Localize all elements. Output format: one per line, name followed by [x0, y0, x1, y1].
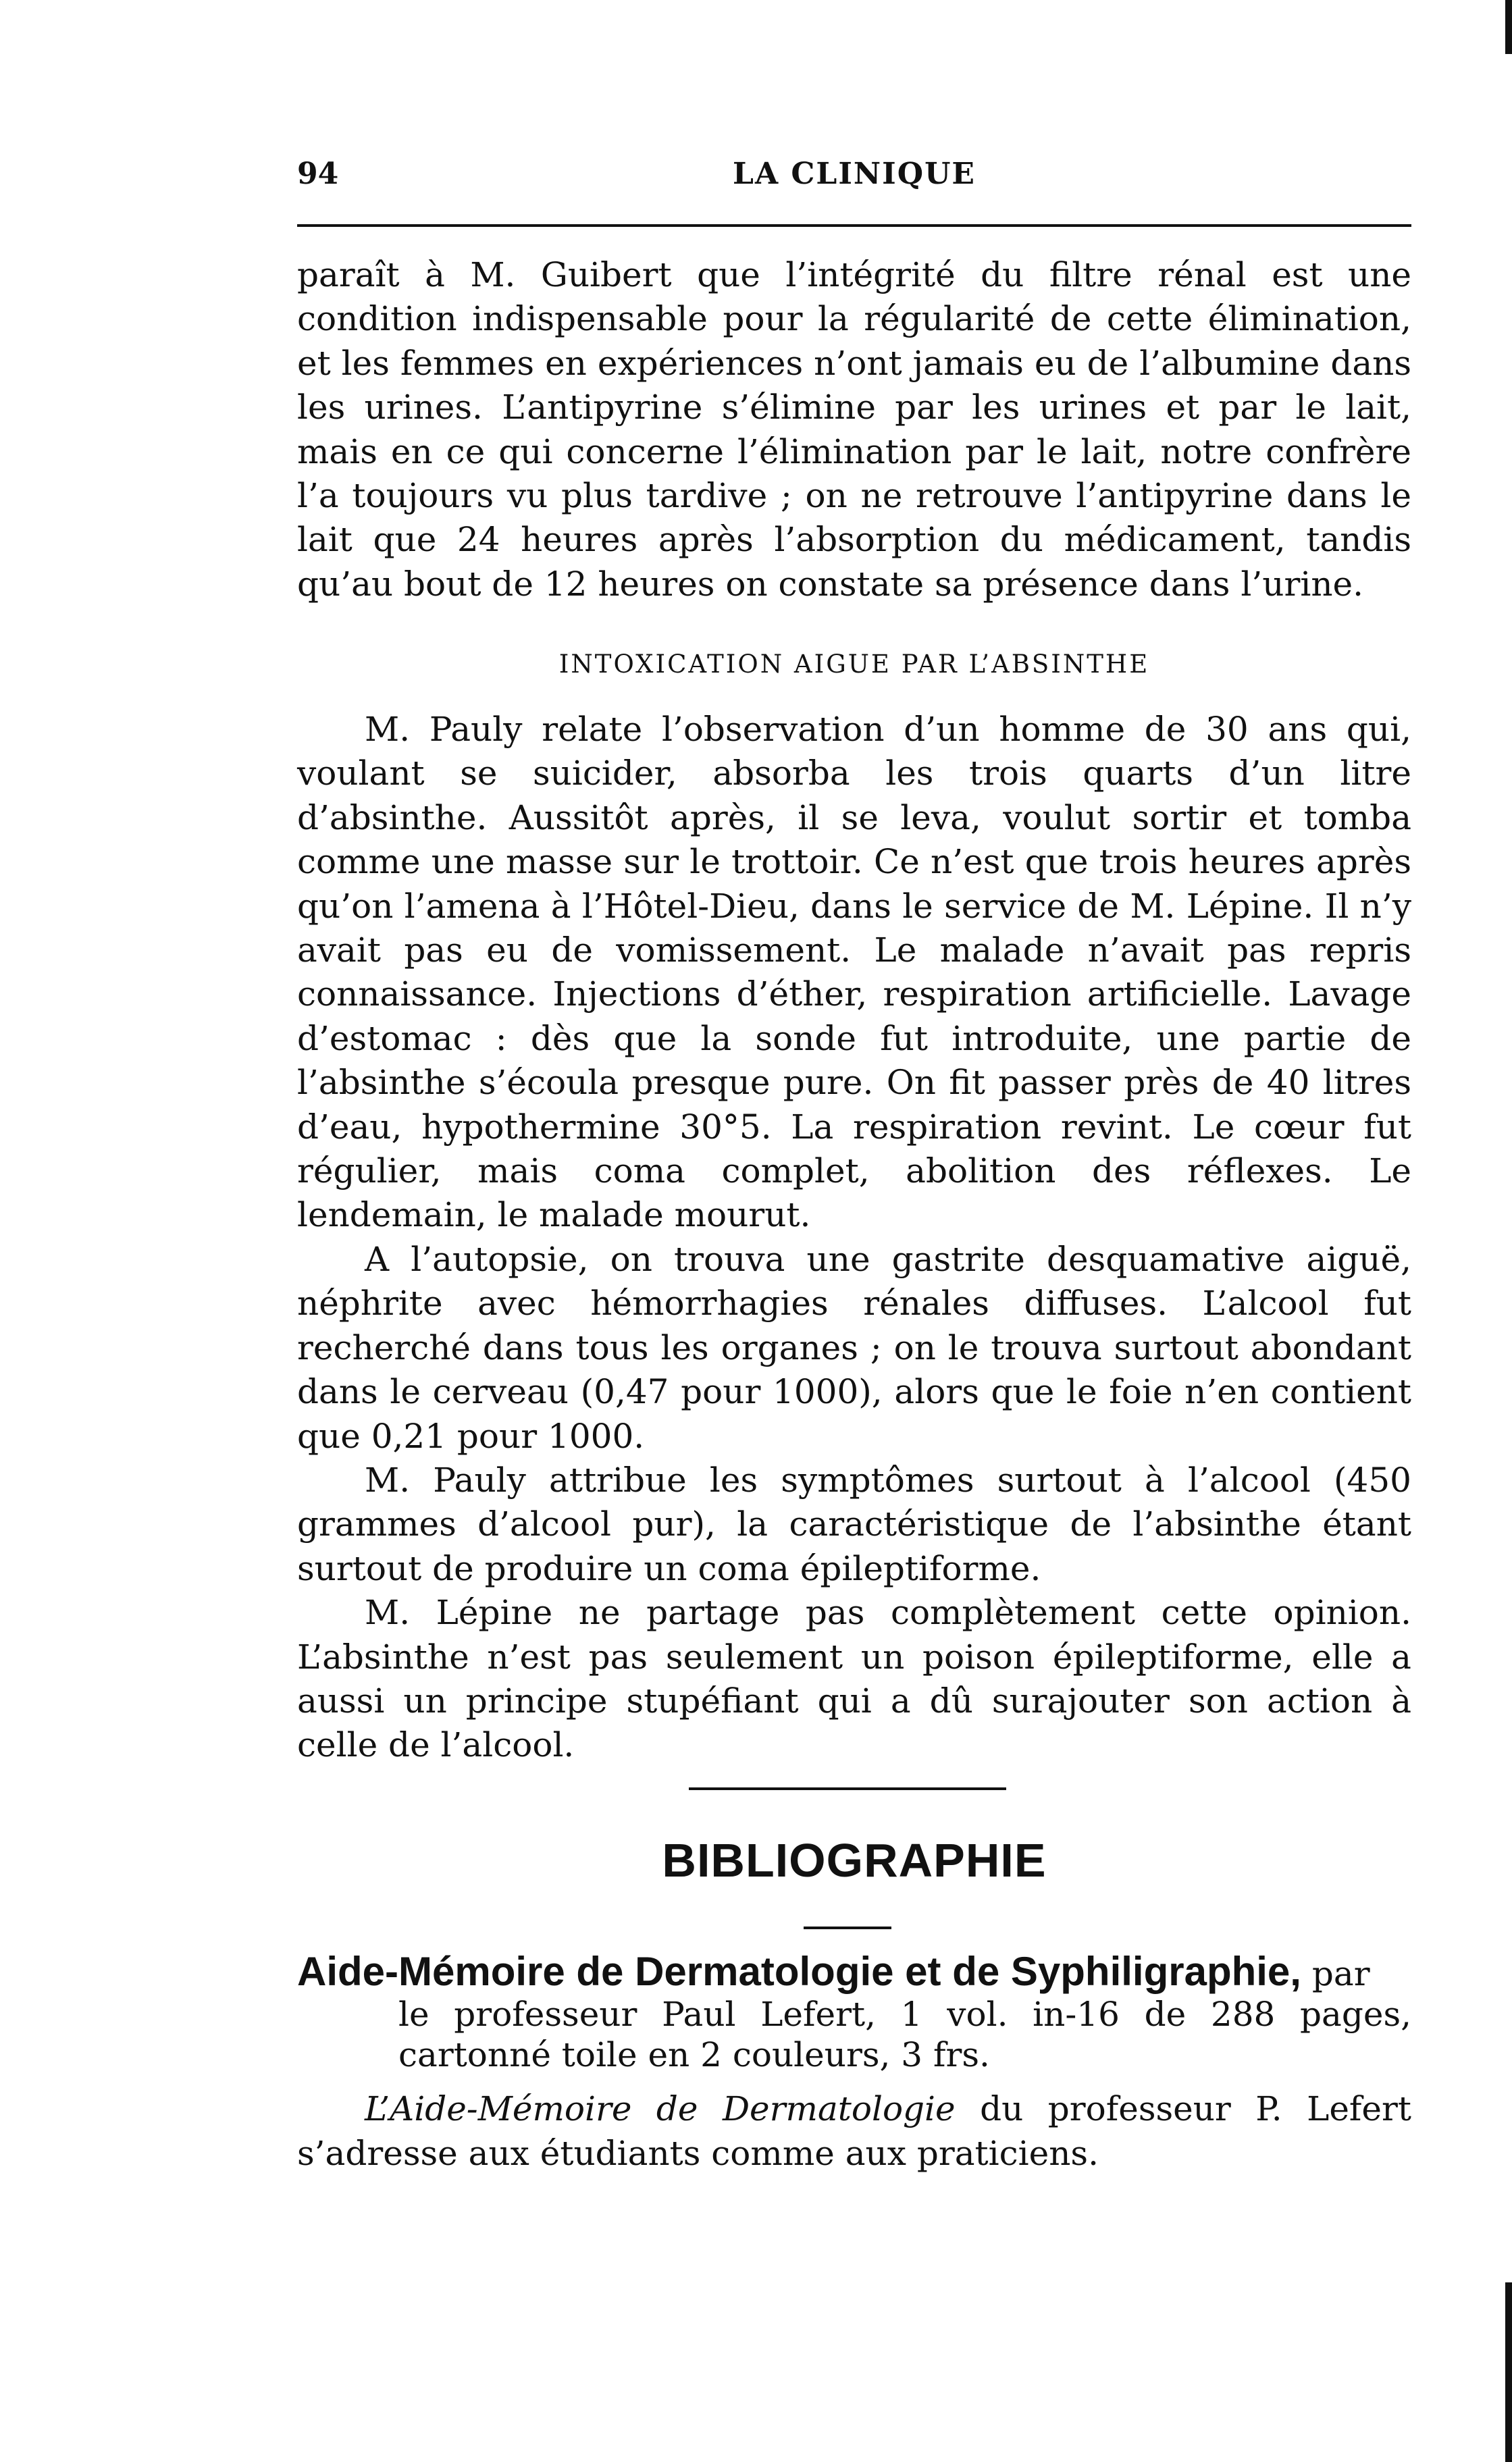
paragraph-antipyrine: [297, 253, 1411, 606]
paragraph-3-text: A l’autopsie, on trouva une gastrite desquamative aiguë, néphrite avec hémorrhagies rénales diffuses. L’alcool fut recherché dans tous les organes ; on le trouva surtout abondant dans le cerveau (0,47 pour 1000), alors que le foie n’en contient que 0,21 pour 1000.: [297, 1239, 1411, 1456]
entry-review: [297, 2087, 1411, 2176]
bibliography-title: BIBLIOGRAPHIE: [662, 1834, 1047, 1887]
page-header: [297, 157, 1411, 204]
entry-description: le professeur Paul Lefert, 1 vol. in-16 de 288 pages, cartonné toile en 2 couleurs, 3 frs.: [398, 1995, 1411, 2074]
review-title: L’Aide-Mémoire de Dermatologie: [365, 2089, 956, 2128]
article-end-rule: [689, 1787, 1006, 1790]
page-number: 94: [297, 157, 339, 191]
entry-by: par: [1311, 1954, 1370, 1993]
entry-title: Aide-Mémoire de Dermatologie et de Syphiligraphie,: [297, 1949, 1301, 1994]
review-text: du professeur P. Lefert s’adresse aux étudiants comme aux praticiens.: [297, 2089, 1411, 2173]
bibliography-entry: [297, 1949, 1411, 2075]
absinthe-article: [297, 708, 1411, 1768]
scan-edge-bottom: [1505, 2282, 1512, 2462]
paragraph-4-text: M. Pauly attribue les symptômes surtout à l’alcool (450 grammes d’alcool pur), la caractéristique de l’absinthe étant surtout de produire un coma épileptiforme.: [297, 1460, 1411, 1588]
paragraph-5-text: M. Lépine ne partage pas complètement cette opinion. L’absinthe n’est pas seulement un poison épileptiforme, elle a aussi un principe stupéfiant qui a dû surajouter son action à celle de l’alcool.: [297, 1593, 1411, 1765]
scan-edge-top: [1505, 0, 1512, 54]
paragraph-1-text: paraît à M. Guibert que l’intégrité du filtre rénal est une condition indispensable pour la régularité de cette élimination, et les femmes en expériences n’ont jamais eu de l’albumine dans les urines. L’antipyrine s’élimine par les urines et par le lait, mais en ce qui concerne l’élimination par le lait, notre confrère l’a toujours vu plus tardive ; on ne retrouve l’antipyrine dans le lait que 24 heures après l’absorption du médicament, tandis qu’au bout de 12 heures on constate sa présence dans l’urine.: [297, 255, 1411, 604]
running-title: LA CLINIQUE: [733, 157, 976, 191]
bibliography-rule: [804, 1927, 891, 1929]
header-rule: [297, 224, 1411, 227]
section-heading: INTOXICATION AIGUE PAR L’ABSINTHE: [558, 650, 1150, 679]
paragraph-2-text: M. Pauly relate l’observation d’un homme de 30 ans qui, voulant se suicider, absorba les trois quarts d’un litre d’absinthe. Aussitôt après, il se leva, voulut sortir et tomba comme une masse sur le trottoir. Ce n’est que trois heures après qu’on l’amena à l’Hôtel-Dieu, dans le service de M. Lépine. Il n’y avait pas eu de vomissement. Le malade n’avait pas repris connaissance. Injections d’éther, respiration artificielle. Lavage d’estomac : dès que la sonde fut introduite, une partie de l’absinthe s’écoula presque pure. On fit passer près de 40 litres d’eau, hypothermine 30°5. La respiration revint. Le cœur fut régulier, mais coma complet, abolition des réflexes. Le lendemain, le malade mourut.: [297, 710, 1411, 1235]
